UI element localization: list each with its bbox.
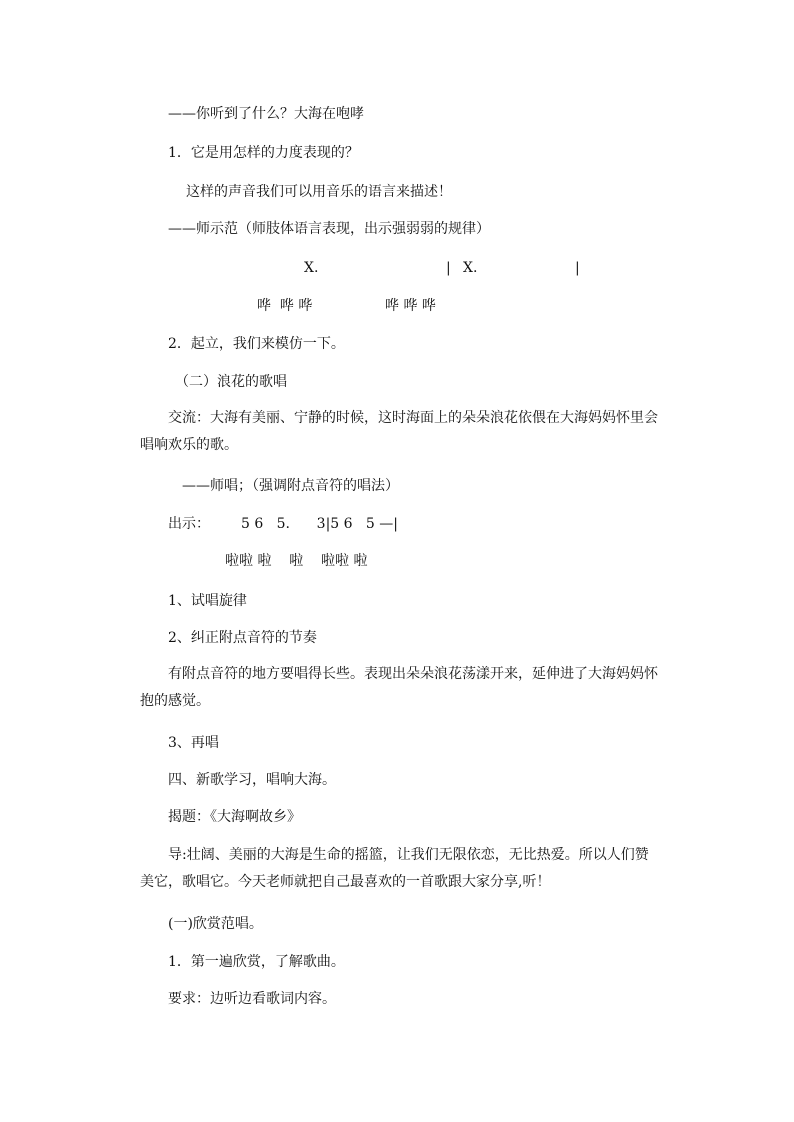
rhythm-lyrics-2: 哗 哗 哗 bbox=[385, 298, 436, 314]
step-3-line: 3、再唱 bbox=[168, 735, 219, 751]
melody-notation: 5 6 5. 3|5 6 5 —| bbox=[241, 516, 398, 532]
teacher-demo-line: ——师示范（师肢体语言表现，出示强弱弱的规律） bbox=[168, 221, 490, 237]
sub-section-listen: (一)欣赏范唱。 bbox=[168, 916, 263, 932]
teacher-sing-line: ——师唱；（强调附点音符的唱法） bbox=[182, 478, 399, 494]
describe-line: 这样的声音我们可以用音乐的语言来描述！ bbox=[186, 184, 452, 200]
section-heading-new-song: 四、新歌学习，唱响大海。 bbox=[168, 772, 336, 788]
step-1-line: 1、试唱旋律 bbox=[168, 593, 247, 609]
step-2-line: 2、纠正附点音符的节奏 bbox=[168, 630, 317, 646]
rhythm-bar-1: | bbox=[446, 260, 451, 276]
item-1-line: 1．它是用怎样的力度表现的？ bbox=[168, 145, 359, 161]
item-2-line: 2．起立，我们来模仿一下。 bbox=[168, 336, 345, 352]
rhythm-lyrics-1: 哗 哗 哗 bbox=[257, 298, 313, 314]
intro-paragraph: 导:壮阔、美丽的大海是生命的摇篮，让我们无限依恋，无比热爱。所以人们赞美它，歌唱它。今天老师就把自己最喜欢的一首歌跟大家分享,听！ bbox=[140, 847, 649, 890]
dotted-note-paragraph: 有附点音符的地方要唱得长些。表现出朵朵浪花荡漾开来，延伸进了大海妈妈怀抱的感觉。 bbox=[140, 666, 658, 709]
section-heading-waves: （二）浪花的歌唱 bbox=[175, 374, 287, 390]
requirement-line: 要求：边听边看歌词内容。 bbox=[168, 991, 336, 1007]
question-line: ——你听到了什么？大海在咆哮 bbox=[168, 106, 364, 122]
rhythm-note-1: X. bbox=[304, 260, 319, 276]
rhythm-bar-2: | bbox=[575, 260, 580, 276]
melody-lyrics: 啦啦 啦 啦 啦啦 啦 bbox=[225, 553, 368, 569]
rhythm-note-2: X. bbox=[463, 260, 478, 276]
show-label: 出示： bbox=[168, 516, 210, 532]
song-title-line: 揭题：《大海啊故乡》 bbox=[168, 809, 301, 825]
exchange-paragraph: 交流：大海有美丽、宁静的时候，这时海面上的朵朵浪花依偎在大海妈妈怀里会唱响欢乐的歌。 bbox=[140, 410, 658, 453]
first-listen-line: 1．第一遍欣赏，了解歌曲。 bbox=[168, 954, 345, 970]
